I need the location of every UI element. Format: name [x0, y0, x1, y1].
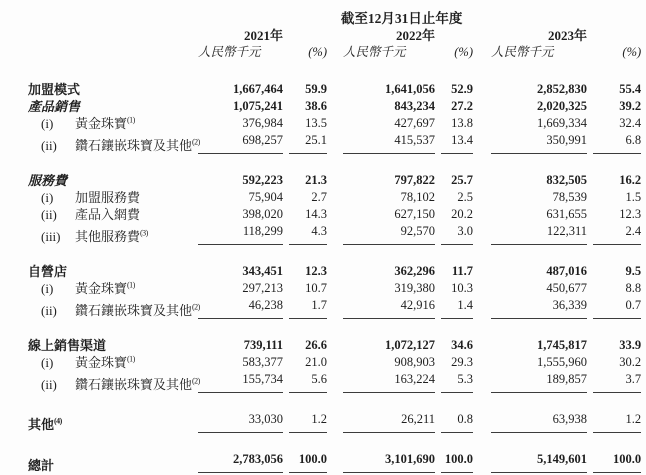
column-gap [473, 132, 491, 154]
table-row [28, 115, 641, 132]
row-index: (i) [41, 190, 54, 205]
footnote-ref: (3) [140, 228, 148, 238]
percent-cell: 38.6 [305, 99, 327, 113]
header-empty-cell [593, 27, 641, 44]
row-title: 線上銷售渠道 [28, 338, 107, 353]
currency-unit-label: 人民幣千元 [343, 45, 406, 59]
header-years-row [28, 27, 641, 44]
year-2022-label: 2022年 [395, 28, 435, 43]
row-index: (ii) [41, 376, 57, 392]
amount-cell: 63,938 [491, 411, 587, 433]
percent-cell: 100.0 [593, 451, 641, 474]
percent-cell: 8.8 [625, 281, 642, 295]
period-title-cell [198, 10, 641, 27]
column-gap [473, 206, 491, 223]
column-gap [327, 172, 343, 189]
percent-cell: 1.4 [441, 297, 473, 319]
row-title: 產品入網費 [75, 207, 141, 222]
table-row [28, 451, 641, 474]
percent-cell: 33.9 [619, 338, 642, 352]
table-row [28, 81, 641, 98]
percent-cell: 2.4 [593, 223, 641, 245]
row-title: 其他服務費 [75, 228, 141, 244]
amount-cell: 3,101,690 [343, 451, 435, 474]
column-gap [327, 297, 343, 319]
percent-cell: 30.2 [619, 355, 642, 369]
amount-cell: 1,072,127 [385, 338, 435, 352]
percent-cell: 13.5 [305, 116, 327, 130]
amount-cell: 1,745,817 [537, 338, 587, 352]
table-row [28, 206, 641, 223]
amount-cell: 92,570 [343, 223, 435, 245]
amount-cell: 319,380 [394, 281, 435, 295]
footnote-ref: (1) [127, 280, 135, 290]
header-units-row [28, 44, 641, 61]
row-label [28, 263, 198, 280]
footnote-ref: (2) [192, 302, 200, 312]
column-gap [327, 280, 343, 297]
percent-cell: 39.2 [619, 99, 642, 113]
row-title: 鑽石鑲嵌珠寶及其他 [75, 376, 193, 392]
column-gap [473, 115, 491, 132]
percent-cell: 3.7 [593, 371, 641, 393]
percent-cell: 2.7 [311, 190, 327, 204]
amount-cell: 843,234 [394, 99, 435, 113]
row-index: (i) [41, 116, 54, 131]
row-title: 其他 [28, 416, 55, 432]
percent-cell: 10.3 [451, 281, 473, 295]
table-row [28, 280, 641, 297]
percent-cell: 27.2 [451, 99, 473, 113]
column-gap [327, 132, 343, 154]
column-gap [473, 98, 491, 115]
amount-cell: 5,149,601 [491, 451, 587, 474]
footnote-ref: (1) [127, 354, 135, 364]
amount-cell: 908,903 [394, 355, 435, 369]
header-empty-cell [441, 27, 473, 44]
amount-cell: 78,539 [552, 190, 587, 204]
column-gap [473, 337, 491, 354]
row-index: (ii) [41, 302, 57, 318]
percent-cell: 52.9 [451, 82, 473, 96]
percent-cell: 25.7 [451, 173, 473, 187]
header-body-spacer [28, 61, 641, 81]
row-title: 產品銷售 [28, 99, 81, 114]
percent-cell: 12.3 [305, 264, 327, 278]
amount-cell: 2,783,056 [198, 451, 283, 474]
column-gap [473, 354, 491, 371]
table-row [28, 354, 641, 371]
period-title: 截至12月31日止年度 [340, 11, 463, 26]
column-gap [327, 451, 343, 474]
row-label [28, 223, 198, 245]
percent-cell: 14.3 [305, 207, 327, 221]
section-spacer [28, 319, 641, 338]
row-title: 自營店 [28, 264, 68, 279]
amount-cell: 450,677 [546, 281, 587, 295]
row-title: 黃金珠寶 [75, 281, 128, 296]
row-index: (ii) [41, 207, 57, 222]
row-label [28, 206, 198, 223]
percent-unit-label: (%) [308, 45, 327, 59]
percent-cell: 11.7 [451, 264, 473, 278]
row-title: 鑽石鑲嵌珠寶及其他 [75, 302, 193, 318]
footnote-ref: (1) [127, 115, 135, 125]
amount-cell: 362,296 [394, 264, 435, 278]
table-row [28, 411, 641, 433]
percent-cell: 25.1 [289, 132, 327, 154]
amount-cell: 155,734 [198, 371, 283, 393]
header-empty-cell [28, 27, 198, 44]
column-gap [327, 411, 343, 433]
percent-cell: 5.3 [441, 371, 473, 393]
column-gap [473, 371, 491, 393]
section-spacer [28, 433, 641, 452]
currency-unit-label: 人民幣千元 [198, 45, 261, 59]
amount-cell: 26,211 [343, 411, 435, 433]
percent-cell: 0.7 [593, 297, 641, 319]
row-label [28, 411, 198, 433]
percent-cell: 13.8 [451, 116, 473, 130]
column-gap [327, 206, 343, 223]
column-gap [473, 223, 491, 245]
amount-cell: 797,822 [394, 173, 435, 187]
column-gap [327, 115, 343, 132]
column-gap [473, 189, 491, 206]
column-gap [473, 411, 491, 433]
table-row [28, 297, 641, 319]
column-gap [327, 371, 343, 393]
section-spacer [28, 245, 641, 264]
percent-cell: 9.5 [625, 264, 642, 278]
amount-cell: 1,669,334 [537, 116, 587, 130]
percent-cell: 6.8 [593, 132, 641, 154]
percent-cell: 59.9 [305, 82, 327, 96]
amount-cell: 1,075,241 [233, 99, 283, 113]
row-title: 黃金珠寶 [75, 355, 128, 370]
row-label [28, 297, 198, 319]
percent-cell: 21.0 [305, 355, 327, 369]
table-row [28, 337, 641, 354]
row-index: (i) [41, 355, 54, 370]
header-empty-cell [289, 27, 327, 44]
amount-cell: 1,555,960 [537, 355, 587, 369]
amount-cell: 832,505 [546, 173, 587, 187]
header-empty-cell [28, 10, 198, 27]
column-gap [327, 263, 343, 280]
amount-cell: 42,916 [343, 297, 435, 319]
row-title: 加盟模式 [28, 82, 81, 97]
column-gap [473, 263, 491, 280]
amount-cell: 36,339 [491, 297, 587, 319]
amount-cell: 631,655 [546, 207, 587, 221]
row-label [28, 132, 198, 154]
amount-cell: 343,451 [242, 264, 283, 278]
row-index: (i) [41, 281, 54, 296]
amount-cell: 2,020,325 [537, 99, 587, 113]
amount-cell: 415,537 [343, 132, 435, 154]
percent-cell: 5.6 [289, 371, 327, 393]
amount-cell: 427,697 [394, 116, 435, 130]
row-label [28, 115, 198, 132]
row-label [28, 280, 198, 297]
column-gap [473, 280, 491, 297]
row-index: (iii) [41, 228, 61, 244]
row-label [28, 189, 198, 206]
column-gap [327, 81, 343, 98]
column-gap [473, 27, 491, 44]
row-title: 黃金珠寶 [75, 116, 128, 131]
column-gap [327, 337, 343, 354]
percent-cell: 20.2 [451, 207, 473, 221]
row-label [28, 81, 198, 98]
percent-cell: 1.2 [593, 411, 641, 433]
table-row [28, 371, 641, 393]
row-title: 加盟服務費 [75, 190, 141, 205]
percent-cell: 29.3 [451, 355, 473, 369]
row-title: 服務費 [28, 173, 68, 188]
percent-cell: 2.5 [457, 190, 473, 204]
amount-cell: 297,213 [242, 281, 283, 295]
amount-cell: 118,299 [198, 223, 283, 245]
currency-unit-label: 人民幣千元 [491, 45, 554, 59]
amount-cell: 189,857 [491, 371, 587, 393]
percent-cell: 1.5 [625, 190, 642, 204]
percent-cell: 21.3 [305, 173, 327, 187]
percent-cell: 4.3 [289, 223, 327, 245]
percent-cell: 13.4 [441, 132, 473, 154]
amount-cell: 1,667,464 [233, 82, 283, 96]
column-gap [327, 189, 343, 206]
row-label [28, 451, 198, 474]
footnote-ref: (4) [54, 416, 62, 426]
percent-cell: 0.8 [441, 411, 473, 433]
table-row [28, 98, 641, 115]
row-title: 總計 [28, 458, 55, 473]
row-label [28, 337, 198, 354]
row-label [28, 172, 198, 189]
revenue-breakdown-table [28, 10, 641, 475]
column-gap [473, 297, 491, 319]
amount-cell: 592,223 [242, 173, 283, 187]
year-2021-label: 2021年 [243, 28, 283, 43]
percent-unit-label: (%) [454, 45, 473, 59]
percent-cell: 100.0 [441, 451, 473, 474]
amount-cell: 163,224 [343, 371, 435, 393]
percent-unit-label: (%) [622, 45, 642, 59]
amount-cell: 75,904 [248, 190, 283, 204]
column-gap [473, 172, 491, 189]
percent-cell: 32.4 [619, 116, 642, 130]
percent-cell: 10.7 [305, 281, 327, 295]
row-label [28, 354, 198, 371]
percent-cell: 1.2 [289, 411, 327, 433]
section-spacer [28, 154, 641, 173]
amount-cell: 2,852,830 [537, 82, 587, 96]
section-spacer [28, 393, 641, 412]
amount-cell: 33,030 [198, 411, 283, 433]
column-gap [327, 354, 343, 371]
table-row [28, 263, 641, 280]
percent-cell: 12.3 [619, 207, 642, 221]
amount-cell: 583,377 [242, 355, 283, 369]
column-gap [327, 98, 343, 115]
percent-cell: 100.0 [289, 451, 327, 474]
footnote-ref: (2) [192, 376, 200, 386]
amount-cell: 398,020 [242, 207, 283, 221]
amount-cell: 487,016 [546, 264, 587, 278]
amount-cell: 739,111 [243, 338, 283, 352]
row-label [28, 371, 198, 393]
row-label [28, 98, 198, 115]
amount-cell: 376,984 [242, 116, 283, 130]
amount-cell: 698,257 [198, 132, 283, 154]
row-title: 鑽石鑲嵌珠寶及其他 [75, 137, 193, 153]
table-row [28, 172, 641, 189]
column-gap [327, 223, 343, 245]
column-gap [327, 44, 343, 61]
column-gap [327, 27, 343, 44]
year-2023-label: 2023年 [547, 28, 587, 43]
header-empty-cell [28, 44, 198, 61]
table-row [28, 189, 641, 206]
percent-cell: 26.6 [305, 338, 327, 352]
amount-cell: 122,311 [491, 223, 587, 245]
amount-cell: 627,150 [394, 207, 435, 221]
column-gap [473, 81, 491, 98]
amount-cell: 78,102 [400, 190, 435, 204]
percent-cell: 55.4 [619, 82, 642, 96]
table-body [28, 81, 641, 474]
row-index: (ii) [41, 137, 57, 153]
column-gap [473, 44, 491, 61]
percent-cell: 3.0 [441, 223, 473, 245]
amount-cell: 350,991 [491, 132, 587, 154]
footnote-ref: (2) [192, 137, 200, 147]
table-row [28, 223, 641, 245]
table-row [28, 132, 641, 154]
percent-cell: 34.6 [451, 338, 473, 352]
header-period-row [28, 10, 641, 27]
amount-cell: 1,641,056 [385, 82, 435, 96]
column-gap [473, 451, 491, 474]
percent-cell: 1.7 [289, 297, 327, 319]
amount-cell: 46,238 [198, 297, 283, 319]
percent-cell: 16.2 [619, 173, 642, 187]
